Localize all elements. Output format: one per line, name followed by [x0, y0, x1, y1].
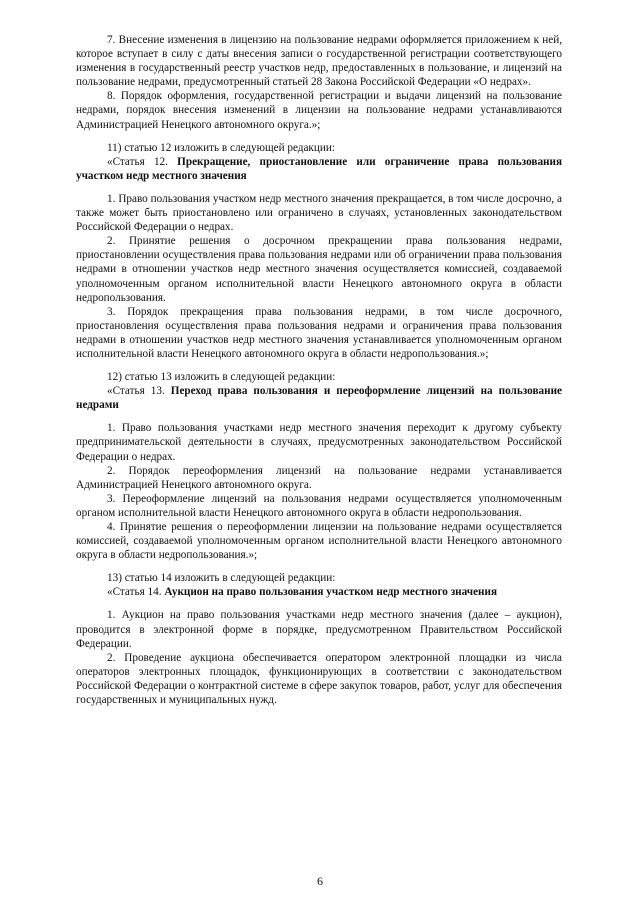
- item-12-intro: 12) статью 13 изложить в следующей редакции:: [107, 371, 336, 384]
- article-14-heading: [76, 585, 562, 599]
- article-12-paragraph-2: 2. Принятие решения о досрочном прекращении права пользования недрами, приостановлении осуществления права пользования недрами или об ограничении права пользования недрами в отношении участков недр местного значения осуществляется комиссией, создаваемой уполномоченным органом исполнительной власти Ненецкого автономного округа в области недропользования.: [76, 235, 562, 304]
- article-12-title: Прекращение, приостановление или ограничение права пользования участком недр местного значения: [76, 155, 563, 182]
- article-14-title: Аукцион на право пользования участком недр местного значения: [164, 586, 497, 599]
- article-13-paragraph-1: 1. Право пользования участками недр местного значения переходит к другому субъекту предпринимательской деятельности в случаях, предусмотренных законодательством Российской Федерации о недрах.: [76, 422, 562, 463]
- article-14-paragraph-2: 2. Проведение аукциона обеспечивается оператором электронной площадки из числа операторов электронных площадок, функционирующих в соответствии с законодательством Российской Федерации о контрактной системе в сфере закупок товаров, работ, услуг для обеспечения государственных и муниципальных нужд.: [76, 651, 562, 707]
- article-12-heading: [76, 155, 562, 183]
- article-13-title: Переход права пользования и переоформление лицензий на пользование недрами: [76, 385, 562, 412]
- article-12-paragraph-1: 1. Право пользования участком недр местного значения прекращается, в том числе досрочно, а также может быть приостановлено или ограничено в случаях, установленных законодательством Российской Федерации о недрах.: [76, 192, 562, 234]
- article-12-prefix: «Статья 12.: [107, 155, 168, 168]
- item-13-intro: 13) статью 14 изложить в следующей редакции:: [107, 572, 336, 585]
- article-13-heading: [76, 384, 562, 412]
- paragraph-8: 8. Порядок оформления, государственной регистрации и выдачи лицензий на пользование недрами, порядок внесения изменений в лицензии на пользование недрами устанавливаются Администрацией Ненецкого автономного округа.»;: [76, 90, 562, 131]
- article-13-prefix: «Статья 13.: [107, 385, 165, 398]
- article-14-paragraph-1: 1. Аукцион на право пользования участками недр местного значения (далее – аукцион), проводится в электронной форме в порядке, предусмотренном Правительством Российской Федерации.: [76, 609, 562, 650]
- article-13-paragraph-3: 3. Переоформление лицензий на пользования недрами осуществляется уполномоченным органом исполнительной власти Ненецкого автономного округа в области недропользования.: [76, 492, 562, 519]
- paragraph-7: 7. Внесение изменения в лицензию на пользование недрами оформляется приложением к ней, которое вступает в силу с даты внесения записи о государственной регистрации соответствующего изменения в государственный реестр участков недр, предоставленных в пользование, и лицензий на пользование недрами, предусмотренный статьей 28 Закона Российской Федерации «О недрах».: [76, 34, 562, 89]
- article-13-paragraph-2: 2. Порядок переоформления лицензий на пользование недрами устанавливается Администрацией Ненецкого автономного округа.: [76, 464, 562, 491]
- item-11-intro: 11) статью 12 изложить в следующей редакции:: [107, 141, 335, 154]
- page-number: 6: [317, 874, 323, 888]
- article-13-paragraph-4: 4. Принятие решения о переоформлении лицензии на пользование недрами осуществляется комиссией, создаваемой уполномоченным органом исполнительной власти Ненецкого автономного округа в области недропользования.»;: [76, 521, 562, 562]
- article-12-paragraph-3: 3. Порядок прекращения права пользования недрами, в том числе досрочного, приостановления осуществления права пользования недрами и ограничения права пользования недрами в отношении участков недр местного значения устанавливается уполномоченным органом исполнительной власти Ненецкого автономного округа в области недропользования.»;: [76, 305, 562, 360]
- article-14-prefix: «Статья 14.: [107, 586, 162, 599]
